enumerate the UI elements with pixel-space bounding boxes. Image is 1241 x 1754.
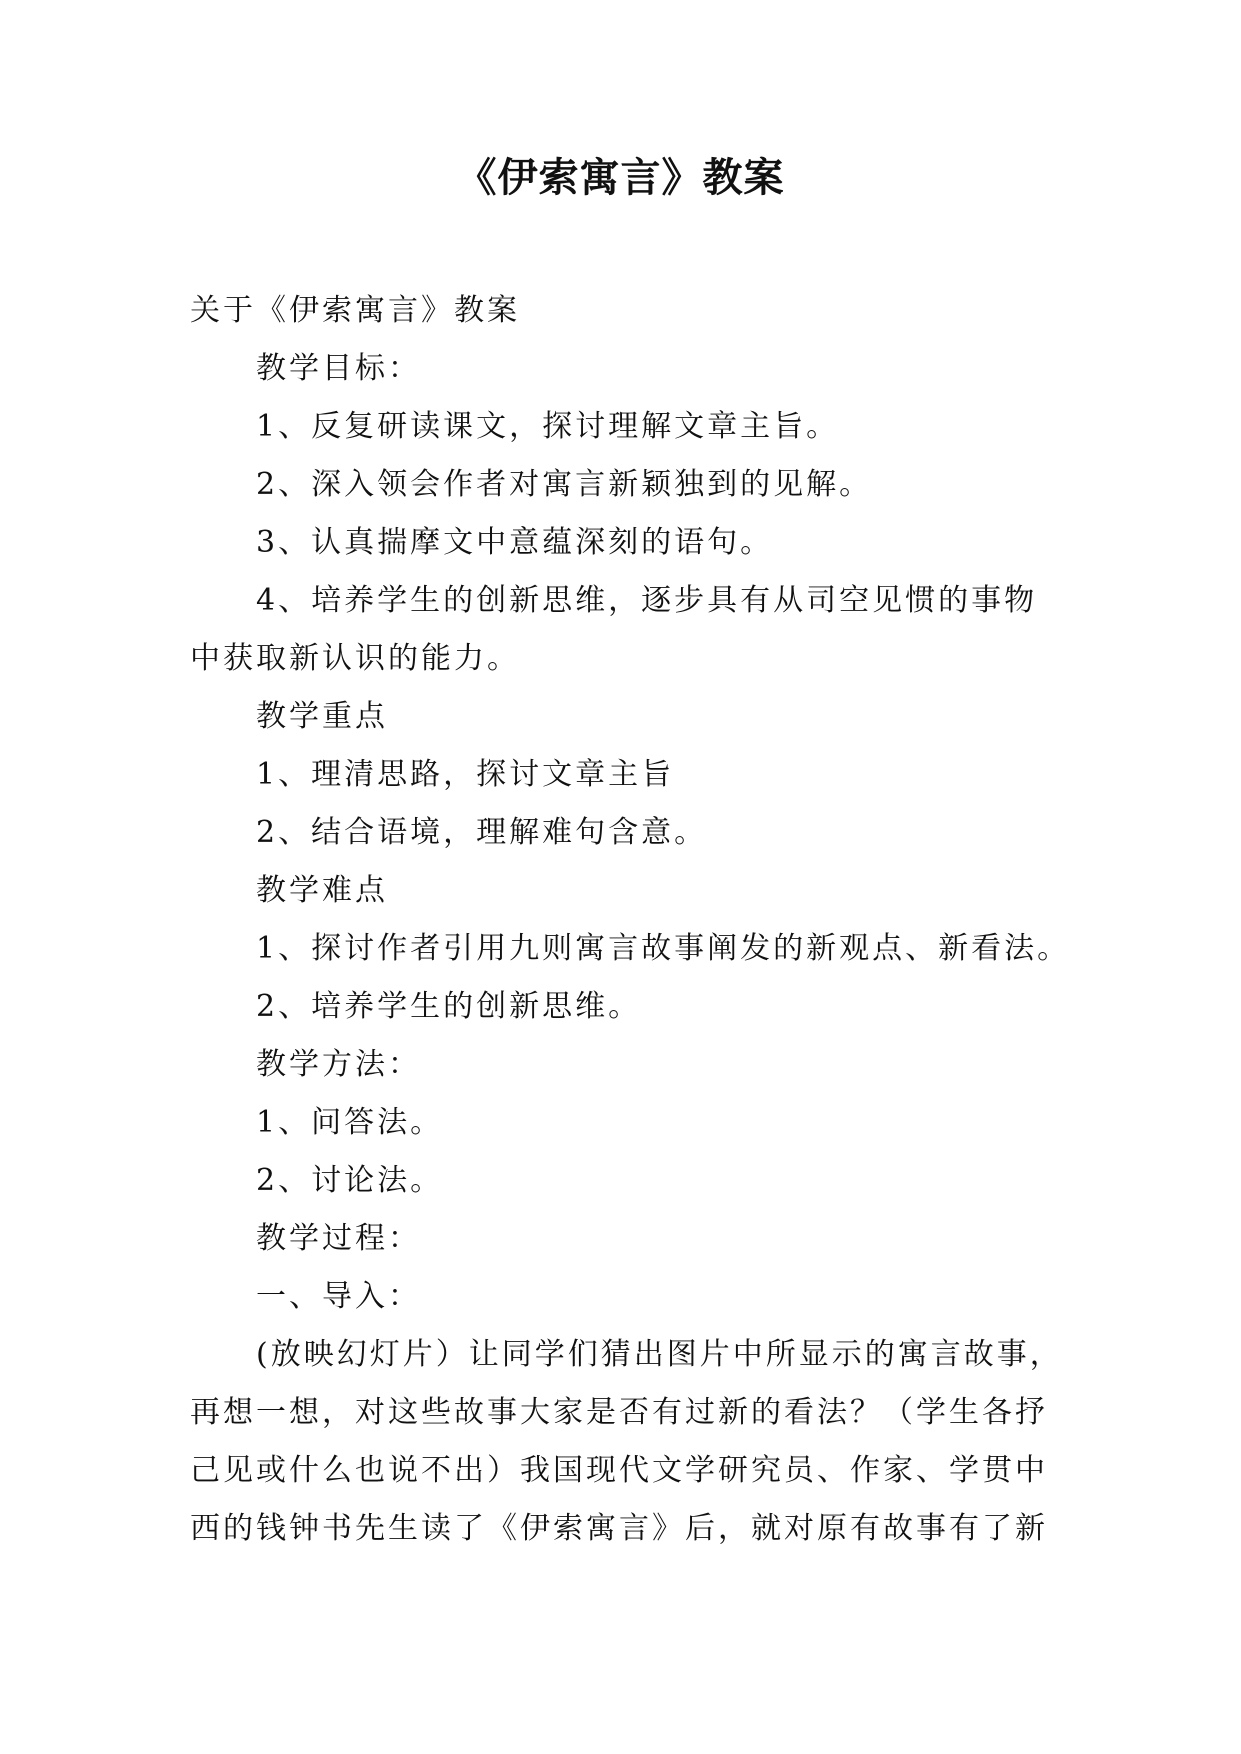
method-item-1: 1、问答法。 [256,1105,444,1140]
intro-line: 关于《伊索寓言》教案 [190,293,520,328]
document-body [190,282,1070,1558]
objective-item-3: 3、认真揣摩文中意蕴深刻的语句。 [256,525,774,560]
paragraph-line: 己见或什么也说不出）我国现代文学研究员、作家、学贯中 [190,1453,1048,1488]
paragraph-line: (放映幻灯片）让同学们猜出图片中所显示的寓言故事， [256,1337,1063,1372]
document-title: 《伊索寓言》教案 [456,155,785,201]
paragraph-line: 西的钱钟书先生读了《伊索寓言》后，就对原有故事有了新 [190,1511,1048,1546]
section-heading-objectives: 教学目标： [256,351,421,386]
objective-item-1: 1、反复研读课文，探讨理解文章主旨。 [256,409,840,444]
difficulty-item-2: 2、培养学生的创新思维。 [256,989,642,1024]
section-heading-process: 教学过程： [256,1221,421,1256]
objective-item-4: 4、培养学生的创新思维，逐步具有从司空见惯的事物 [256,583,1038,618]
method-item-2: 2、讨论法。 [256,1163,444,1198]
objective-item-4-continued: 中获取新认识的能力。 [190,641,520,676]
paragraph-line: 再想一想，对这些故事大家是否有过新的看法？（学生各抒 [190,1395,1048,1430]
key-point-item-1: 1、理清思路，探讨文章主旨 [256,757,675,792]
process-step-intro: 一、导入： [256,1279,421,1314]
difficulty-item-1: 1、探讨作者引用九则寓言故事阐发的新观点、新看法。 [256,931,1071,966]
objective-item-2: 2、深入领会作者对寓言新颖独到的见解。 [256,467,873,502]
key-point-item-2: 2、结合语境，理解难句含意。 [256,815,708,850]
section-heading-key-points: 教学重点 [256,699,388,734]
section-heading-methods: 教学方法： [256,1047,421,1082]
section-heading-difficulties: 教学难点 [256,873,388,908]
